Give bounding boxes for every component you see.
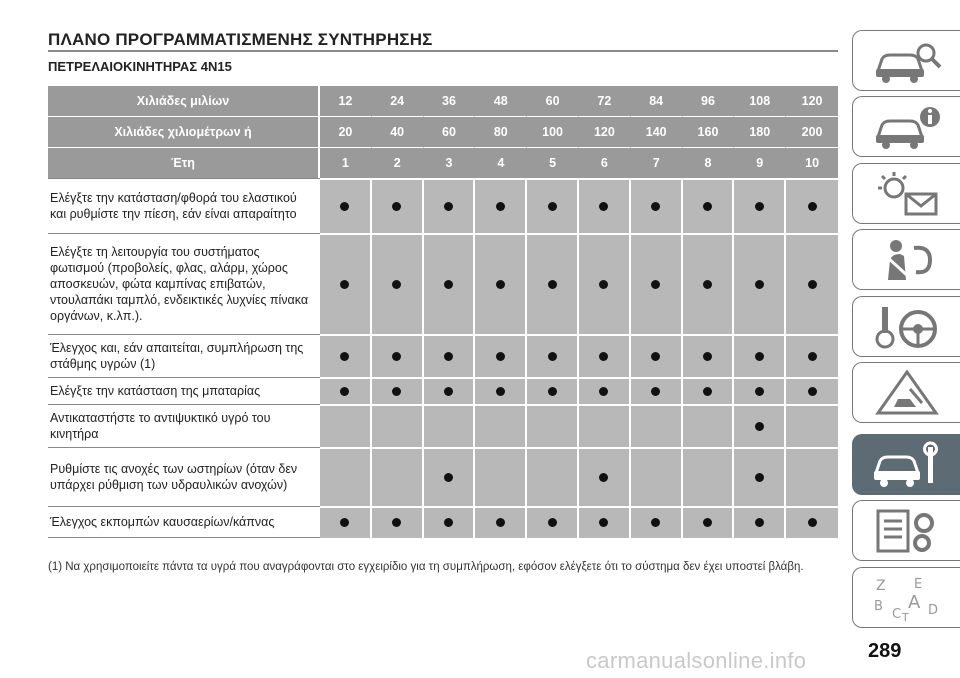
scheduled-check-dot (651, 202, 660, 211)
scheduled-check-dot (496, 518, 505, 527)
tab-safety[interactable] (852, 229, 960, 290)
svg-text:B: B (873, 598, 883, 614)
scheduled-check-dot (548, 280, 557, 289)
car-info-icon (870, 103, 944, 151)
header-interval-cell: 1 (320, 147, 372, 178)
scheduled-check-dot (599, 387, 608, 396)
scheduled-check-dot (651, 280, 660, 289)
table-row (48, 404, 838, 447)
svg-text:T: T (901, 610, 909, 622)
scheduled-check-dot (599, 518, 608, 527)
interval-cell (683, 447, 735, 506)
header-interval-cell: 6 (579, 147, 631, 178)
tab-index[interactable] (852, 567, 960, 628)
interval-cell (372, 377, 424, 404)
scheduled-check-dot (755, 518, 764, 527)
interval-cell (372, 447, 424, 506)
scheduled-check-dot (703, 352, 712, 361)
scheduled-check-dot (703, 518, 712, 527)
interval-cell (786, 506, 838, 538)
scheduled-check-dot (444, 202, 453, 211)
header-interval-cell: 40 (372, 116, 424, 147)
interval-cell (631, 377, 683, 404)
interval-cell (527, 506, 579, 538)
scheduled-check-dot (651, 518, 660, 527)
interval-cell (683, 334, 735, 377)
scheduled-check-dot (444, 473, 453, 482)
scheduled-check-dot (444, 387, 453, 396)
scheduled-check-dot (808, 202, 817, 211)
scheduled-check-dot (755, 352, 764, 361)
interval-cell (372, 404, 424, 447)
maintenance-task-label: Έλεγχος και, εάν απαιτείται, συμπλήρωση της στάθμης υγρών (1) (48, 334, 320, 377)
interval-cell (475, 447, 527, 506)
interval-cell (579, 178, 631, 233)
scheduled-check-dot (444, 518, 453, 527)
interval-cell (579, 334, 631, 377)
tab-in-emergency[interactable] (852, 362, 960, 423)
interval-cell (475, 334, 527, 377)
table-row (48, 334, 838, 377)
scheduled-check-dot (755, 473, 764, 482)
tab-dashboard[interactable] (852, 96, 960, 157)
scheduled-check-dot (392, 387, 401, 396)
header-interval-cell: 120 (579, 116, 631, 147)
scheduled-check-dot (808, 280, 817, 289)
tab-technical-specifications[interactable] (852, 500, 960, 561)
page-title: ΠΛΑΝΟ ΠΡΟΓΡΑΜΜΑΤΙΣΜΕΝΗΣ ΣΥΝΤΗΡΗΣΗΣ (48, 30, 433, 49)
maintenance-task-label: Ελέγξτε την κατάσταση της μπαταρίας (48, 377, 320, 404)
interval-cell (579, 447, 631, 506)
table-row (48, 506, 838, 538)
header-interval-cell: 12 (320, 86, 372, 116)
scheduled-check-dot (496, 202, 505, 211)
header-interval-cell: 8 (683, 147, 735, 178)
interval-cell (372, 233, 424, 334)
scheduled-check-dot (808, 352, 817, 361)
header-interval-cell: 140 (631, 116, 683, 147)
interval-cell (527, 404, 579, 447)
scheduled-check-dot (340, 518, 349, 527)
scheduled-check-dot (703, 280, 712, 289)
specs-gears-icon (870, 507, 944, 555)
interval-cell (475, 178, 527, 233)
interval-cell (320, 233, 372, 334)
interval-cell (734, 447, 786, 506)
scheduled-check-dot (755, 280, 764, 289)
interval-cell (320, 404, 372, 447)
scheduled-check-dot (444, 280, 453, 289)
header-label: Χιλιάδες χιλιομέτρων ή (48, 116, 320, 147)
interval-cell (734, 404, 786, 447)
maintenance-schedule-table (48, 86, 838, 538)
header-row (48, 116, 838, 147)
header-interval-cell: 24 (372, 86, 424, 116)
interval-cell (527, 447, 579, 506)
interval-cell (786, 334, 838, 377)
scheduled-check-dot (755, 202, 764, 211)
alphabetical-index-icon (870, 574, 944, 622)
header-interval-cell: 96 (683, 86, 735, 116)
tab-starting-driving[interactable] (852, 296, 960, 357)
car-search-icon (870, 37, 944, 85)
scheduled-check-dot (444, 352, 453, 361)
interval-cell (424, 506, 476, 538)
header-interval-cell: 7 (631, 147, 683, 178)
svg-text:D: D (927, 602, 938, 618)
interval-cell (320, 506, 372, 538)
interval-cell (424, 233, 476, 334)
scheduled-check-dot (340, 202, 349, 211)
scheduled-check-dot (496, 280, 505, 289)
header-interval-cell: 108 (734, 86, 786, 116)
header-interval-cell: 180 (734, 116, 786, 147)
header-interval-cell: 36 (424, 86, 476, 116)
key-steering-wheel-icon (870, 303, 944, 351)
svg-text:E: E (913, 576, 922, 592)
interval-cell (734, 178, 786, 233)
header-interval-cell: 20 (320, 116, 372, 147)
interval-cell (424, 404, 476, 447)
warning-lights-envelope-icon (870, 170, 944, 218)
interval-cell (631, 404, 683, 447)
interval-cell (424, 178, 476, 233)
header-interval-cell: 100 (527, 116, 579, 147)
scheduled-check-dot (496, 387, 505, 396)
interval-cell (786, 404, 838, 447)
scheduled-check-dot (548, 202, 557, 211)
maintenance-task-label: Ρυθμίστε τις ανοχές των ωστηρίων (όταν δεν υπάρχει ρύθμιση των υδραυλικών ανοχών) (48, 447, 320, 506)
scheduled-check-dot (340, 387, 349, 396)
interval-cell (631, 447, 683, 506)
interval-cell (475, 233, 527, 334)
interval-cell (320, 334, 372, 377)
header-interval-cell: 80 (475, 116, 527, 147)
warning-triangle-breakdown-icon (870, 369, 944, 417)
scheduled-check-dot (548, 352, 557, 361)
interval-cell (683, 178, 735, 233)
header-row (48, 147, 838, 178)
interval-cell (320, 447, 372, 506)
tab-knowing-your-car[interactable] (852, 30, 960, 91)
interval-cell (786, 377, 838, 404)
interval-cell (786, 233, 838, 334)
interval-cell (424, 377, 476, 404)
scheduled-check-dot (651, 387, 660, 396)
interval-cell (683, 377, 735, 404)
svg-text:C: C (891, 606, 901, 622)
interval-cell (475, 506, 527, 538)
interval-cell (320, 178, 372, 233)
interval-cell (424, 447, 476, 506)
interval-cell (683, 506, 735, 538)
header-interval-cell: 120 (786, 86, 838, 116)
maintenance-task-label: Έλεγχος εκπομπών καυσαερίων/κάπνας (48, 506, 320, 538)
header-interval-cell: 60 (527, 86, 579, 116)
interval-cell (579, 404, 631, 447)
maintenance-task-label: Αντικαταστήστε το αντιψυκτικό υγρό του κινητήρα (48, 404, 320, 447)
scheduled-check-dot (755, 387, 764, 396)
interval-cell (683, 404, 735, 447)
header-interval-cell: 200 (786, 116, 838, 147)
title-divider (48, 50, 838, 52)
scheduled-check-dot (651, 352, 660, 361)
table-row (48, 233, 838, 334)
interval-cell (372, 334, 424, 377)
interval-cell (786, 178, 838, 233)
interval-cell (631, 178, 683, 233)
svg-text:Z: Z (875, 577, 886, 594)
interval-cell (527, 377, 579, 404)
interval-cell (527, 178, 579, 233)
scheduled-check-dot (340, 352, 349, 361)
scheduled-check-dot (599, 202, 608, 211)
scheduled-check-dot (703, 387, 712, 396)
scheduled-check-dot (392, 518, 401, 527)
interval-cell (734, 506, 786, 538)
header-label: Έτη (48, 147, 320, 178)
interval-cell (579, 377, 631, 404)
watermark: carmanualsonline.info (586, 648, 807, 673)
interval-cell (631, 233, 683, 334)
scheduled-check-dot (755, 422, 764, 431)
scheduled-check-dot (496, 352, 505, 361)
scheduled-check-dot (548, 518, 557, 527)
maintenance-task-label: Ελέγξτε την κατάσταση/φθορά του ελαστικού και ρυθμίστε την πίεση, εάν είναι απαραίτητο (48, 178, 320, 233)
scheduled-check-dot (599, 473, 608, 482)
header-interval-cell: 72 (579, 86, 631, 116)
scheduled-check-dot (548, 387, 557, 396)
interval-cell (786, 447, 838, 506)
header-interval-cell: 3 (424, 147, 476, 178)
interval-cell (475, 404, 527, 447)
seatbelt-airbag-icon (870, 236, 944, 284)
header-interval-cell: 2 (372, 147, 424, 178)
interval-cell (424, 334, 476, 377)
interval-cell (631, 334, 683, 377)
header-interval-cell: 4 (475, 147, 527, 178)
header-interval-cell: 9 (734, 147, 786, 178)
interval-cell (579, 506, 631, 538)
interval-cell (683, 233, 735, 334)
header-label: Χιλιάδες μιλίων (48, 86, 320, 116)
interval-cell (734, 233, 786, 334)
interval-cell (631, 506, 683, 538)
page-subtitle: ΠΕΤΡΕΛΑΙΟΚΙΝΗΤΗΡΑΣ 4N15 (48, 59, 232, 74)
header-interval-cell: 5 (527, 147, 579, 178)
header-interval-cell: 10 (786, 147, 838, 178)
header-interval-cell: 60 (424, 116, 476, 147)
interval-cell (579, 233, 631, 334)
table-row (48, 447, 838, 506)
scheduled-check-dot (808, 518, 817, 527)
table-row (48, 178, 838, 233)
scheduled-check-dot (599, 352, 608, 361)
scheduled-check-dot (392, 280, 401, 289)
scheduled-check-dot (340, 280, 349, 289)
header-interval-cell: 48 (475, 86, 527, 116)
interval-cell (320, 377, 372, 404)
car-wrench-maintenance-icon (870, 441, 944, 489)
table-row (48, 377, 838, 404)
interval-cell (527, 233, 579, 334)
scheduled-check-dot (703, 202, 712, 211)
footnote: (1) Να χρησιμοποιείτε πάντα τα υγρά που αναγράφονται στο εγχειρίδιο για τη συμπλήρωση, εφόσον ελέγξετε ότι το σύστημα δεν έχει υποστεί βλάβη. (48, 561, 804, 573)
scheduled-check-dot (599, 280, 608, 289)
interval-cell (734, 377, 786, 404)
header-interval-cell: 84 (631, 86, 683, 116)
interval-cell (527, 334, 579, 377)
svg-text:A: A (907, 591, 920, 613)
interval-cell (372, 506, 424, 538)
interval-cell (734, 334, 786, 377)
tab-warning-lights[interactable] (852, 163, 960, 224)
scheduled-check-dot (392, 352, 401, 361)
header-row (48, 86, 838, 116)
maintenance-task-label: Ελέγξτε τη λειτουργία του συστήματος φωτισμού (προβολείς, φλας, αλάρμ, χώρος αποσκευών, φώτα καμπίνας επιβατών, ντουλαπάκι ταμπλό, ενδεικτικές λυχνίες πίνακα οργάνων, κ.λπ.). (48, 233, 320, 334)
interval-cell (475, 377, 527, 404)
scheduled-check-dot (808, 387, 817, 396)
interval-cell (372, 178, 424, 233)
tab-servicing-maintenance[interactable] (852, 434, 960, 495)
header-interval-cell: 160 (683, 116, 735, 147)
page-number: 289 (868, 640, 902, 662)
scheduled-check-dot (392, 202, 401, 211)
